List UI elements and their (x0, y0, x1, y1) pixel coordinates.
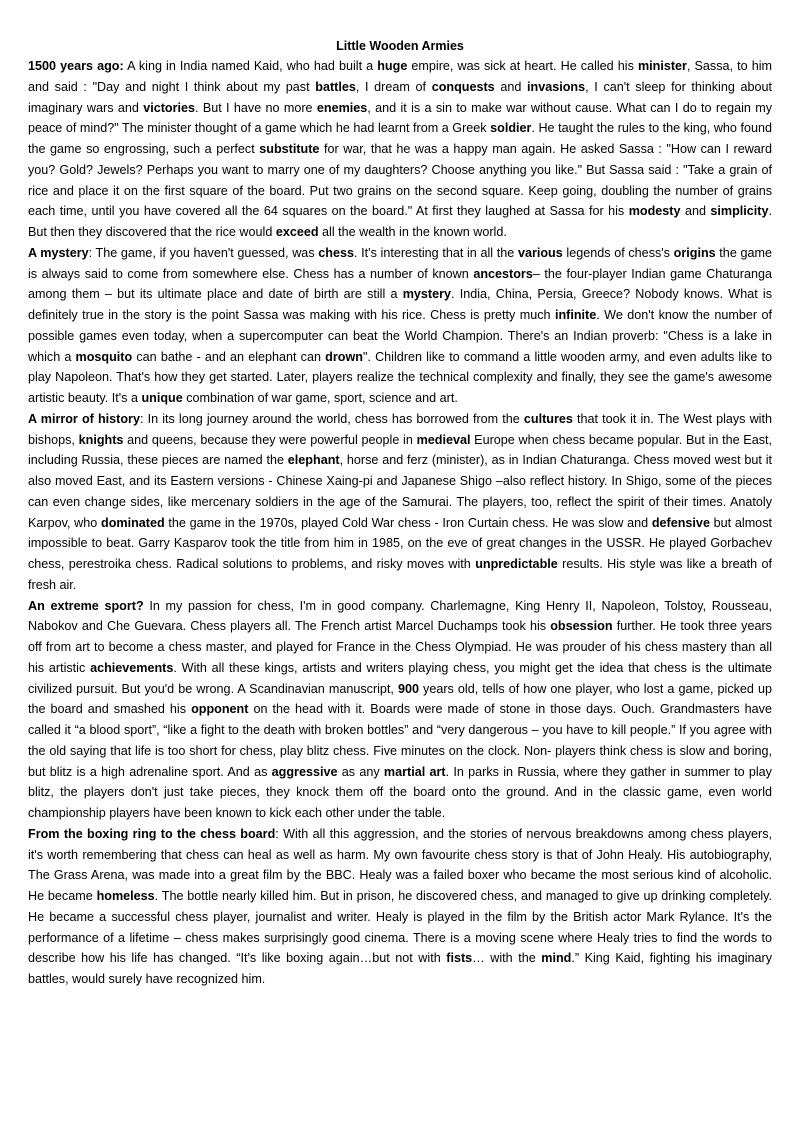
text-run: empire, was sick at heart. He called his (407, 59, 638, 73)
section-mirror-of-history (28, 409, 772, 596)
text-run: . He taught the rules to the king, who found the game so engrossing, such a perfect (28, 121, 772, 156)
text-run: . India, China, Persia, Greece? Nobody knows. What is definitely true in the story is the point Sassa was making with his rice. Chess is pretty much (28, 287, 773, 322)
bold-term: modesty (628, 204, 681, 219)
bold-term: A mystery (28, 245, 89, 260)
text-run: … with the (472, 951, 542, 966)
text-run: Europe when chess became popular. But in the East, including Russia, these pieces are named the (28, 432, 772, 468)
text-run: legends of chess's (562, 245, 674, 260)
bold-term: origins (673, 245, 716, 260)
text-run: : With all this aggression, and the stories of nervous breakdowns among chess players, it's worth remembering that chess can heal as well as harm. My own favourite chess story is that of John Healy. His autobiography, The Grass Arena, was made into a great film by the BBC. Healy was a failed boxer who became the most serious kind of alcoholic. He became (28, 826, 772, 903)
document-page (28, 36, 772, 990)
text-run: and queens, because they were powerful people in (123, 432, 417, 447)
section-extreme-sport (28, 596, 772, 824)
bold-term: various (517, 245, 563, 260)
bold-term: achievements (90, 660, 174, 675)
bold-term: aggressive (271, 764, 338, 779)
bold-term: conquests (431, 79, 495, 94)
text-run: .” King Kaid, fighting his imaginary battles, would surely have recognized him. (28, 951, 772, 986)
text-run: . The bottle nearly killed him. But in prison, he discovered chess, and managed to give up drinking completely. He became a successful chess player, journalist and writer. Healy is played in the film by the British actor Mark Rylance. It's the performance of a lifetime – chess makes surprisingly good cinema. There is a moving scene where Healy tries to find the words to describe how his life has changed. “It's like boxing again…but not with (28, 889, 772, 966)
bold-term: simplicity (710, 204, 769, 219)
text-run: A king in India named Kaid, who had built a (123, 59, 378, 73)
bold-term: opponent (191, 702, 249, 717)
text-run: and (494, 79, 528, 94)
bold-term: 1500 years ago: (28, 59, 124, 73)
text-run: . But I have no more (195, 100, 317, 115)
bold-term: unique (141, 391, 183, 405)
bold-term: obsession (550, 619, 613, 634)
bold-term: chess (318, 245, 355, 260)
text-run: the game is always said to come from somewhere else. Chess has a number of known (28, 245, 772, 281)
bold-term: substitute (259, 142, 320, 156)
text-run: . But then they discovered that the rice would (28, 204, 772, 239)
bold-term: exceed (275, 225, 319, 239)
bold-term: medieval (416, 432, 471, 447)
bold-term: dominated (101, 515, 165, 530)
text-run: , Sassa, to him and said : "Day and night I think about my past (28, 59, 772, 94)
bold-term: ancestors (473, 266, 533, 281)
text-run: : The game, if you haven't guessed, was (88, 245, 319, 260)
bold-term: knights (78, 432, 124, 447)
bold-term: An extreme sport? (28, 598, 144, 613)
section-boxing-ring (28, 824, 772, 990)
text-run: , and it is a sin to make war without cause. What can I do to regain my peace of mind?" The minister thought of a game which he had learnt from a Greek (28, 100, 772, 136)
document-body (28, 56, 772, 990)
section-mystery (28, 243, 772, 409)
bold-term: huge (377, 59, 408, 73)
bold-term: soldier (490, 121, 532, 136)
bold-term: mind (541, 951, 572, 966)
section-origin-legend (28, 56, 772, 243)
bold-term: minister (637, 59, 687, 73)
text-run: . With all these kings, artists and writers playing chess, you might get the idea that chess is the ultimate civilized pursuit. But you'd be wrong. A Scandinavian manuscript, (28, 660, 772, 696)
bold-term: mystery (402, 287, 452, 302)
text-run: – the four-player Indian game Chaturanga among them – but its ultimate place and date of birth are still a (28, 266, 772, 302)
bold-term: cultures (523, 411, 573, 426)
text-run: can bathe - and an elephant can (132, 349, 326, 364)
bold-term: invasions (527, 79, 586, 94)
text-run: ". Children like to command a little wooden army, and even adults like to play Napoleon. That's how they get started. Later, players realize the technical complexity and finally, they see the game's awesome artistic beauty. It's a (28, 349, 772, 405)
text-run: all the wealth in the known world. (318, 225, 507, 239)
text-run: In my passion for chess, I'm in good company. Charlemagne, King Henry II, Napoleon, Tolstoy, Rousseau, Nabokov and Che Guevara. Chess players all. The French artist Marcel Duchamps took his (28, 598, 772, 634)
bold-term: 900 (397, 681, 419, 696)
text-run: and (680, 204, 711, 219)
text-run: : In its long journey around the world, chess has borrowed from the (139, 411, 524, 426)
bold-term: victories (143, 100, 195, 115)
bold-term: infinite (554, 308, 597, 322)
text-run: , horse and ferz (minister), as in Indian Chaturanga. Chess moved west but it also moved East, and its Eastern versions - Chinese Xaing-pi and Japanese Shigo –also reflect history. In Shigo, some of the pieces can even change sides, like mercenary soldiers in the age of the Samurai. The players, too, reflect the spirit of their times. Anatoly Karpov, who (28, 453, 773, 530)
text-run: as any (337, 764, 384, 779)
document-title: Little Wooden Armies (336, 39, 464, 53)
text-run: , I dream of (355, 79, 432, 94)
text-run: but almost impossible to beat. Garry Kasparov took the title from him in 1985, on the eve of great changes in the USSR. He played Gorbachev chess, perestroika chess. Radical solutions to problems, and risky moves with (28, 515, 772, 571)
bold-term: A mirror of history (28, 411, 140, 426)
bold-term: fists (446, 951, 473, 966)
text-run: , I can't sleep for thinking about imaginary wars and (28, 79, 773, 115)
text-run: the game in the 1970s, played Cold War chess - Iron Curtain chess. He was slow and (164, 515, 652, 530)
bold-term: defensive (651, 515, 710, 530)
bold-term: mosquito (75, 349, 133, 364)
text-run: results. His style was like a breath of fresh air. (28, 557, 773, 592)
text-run: that took it in. The West plays with bishops, (28, 411, 772, 447)
text-run: . In parks in Russia, where they gather in summer to play blitz, the players don't just take pieces, they knock them off the board onto the ground. And in the classic game, even world championship players have been known to kick each other under the table. (28, 764, 772, 820)
bold-term: martial art (383, 764, 446, 779)
bold-term: drown (325, 349, 363, 364)
bold-term: elephant (287, 453, 340, 468)
bold-term: unpredictable (475, 557, 558, 571)
bold-term: enemies (316, 100, 368, 115)
text-run: . It's interesting that in all the (354, 245, 518, 260)
text-run: years old, tells of how one player, who lost a game, picked up the board and smashed his (28, 681, 772, 717)
text-run: on the head with it. Boards were made of stone in those days. Ouch. Grandmasters have called it “a blood sport”, “like a fight to the death with broken bottles” and “very dangerous – you have to kill people.” If you agree with the old saying that life is too short for chess, play blitz chess. Five minutes on the clock. Non- players think chess is slow and boring, but blitz is a high adrenaline sport. And as (28, 702, 772, 779)
text-run: for war, that he was a happy man again. He asked Sassa : "How can I reward you? Gold? Jewels? Perhaps you want to marry one of my daughters? Choose anything you like." But Sassa said : "Take a grain of rice and place it on the first square of the board. Put two grains on the second square. Keep going, doubling the number of grains each time, until you have covered all the 64 squares on the board." At first they laughed at Sassa for his (28, 142, 772, 219)
text-run: combination of war game, sport, science and art. (182, 391, 458, 405)
bold-term: homeless (96, 889, 155, 903)
bold-term: battles (315, 79, 356, 94)
bold-term: From the boxing ring to the chess board (28, 826, 276, 841)
text-run: further. He took three years off from art to become a chess master, and played for France in the Chess Olympiad. He was prouder of his chess mastery than all his artistic (28, 619, 772, 675)
text-run: . We don't know the number of possible games even today, when a supercomputer can beat the World Champion. There's an Indian proverb: "Chess is a lake in which a (28, 308, 772, 364)
